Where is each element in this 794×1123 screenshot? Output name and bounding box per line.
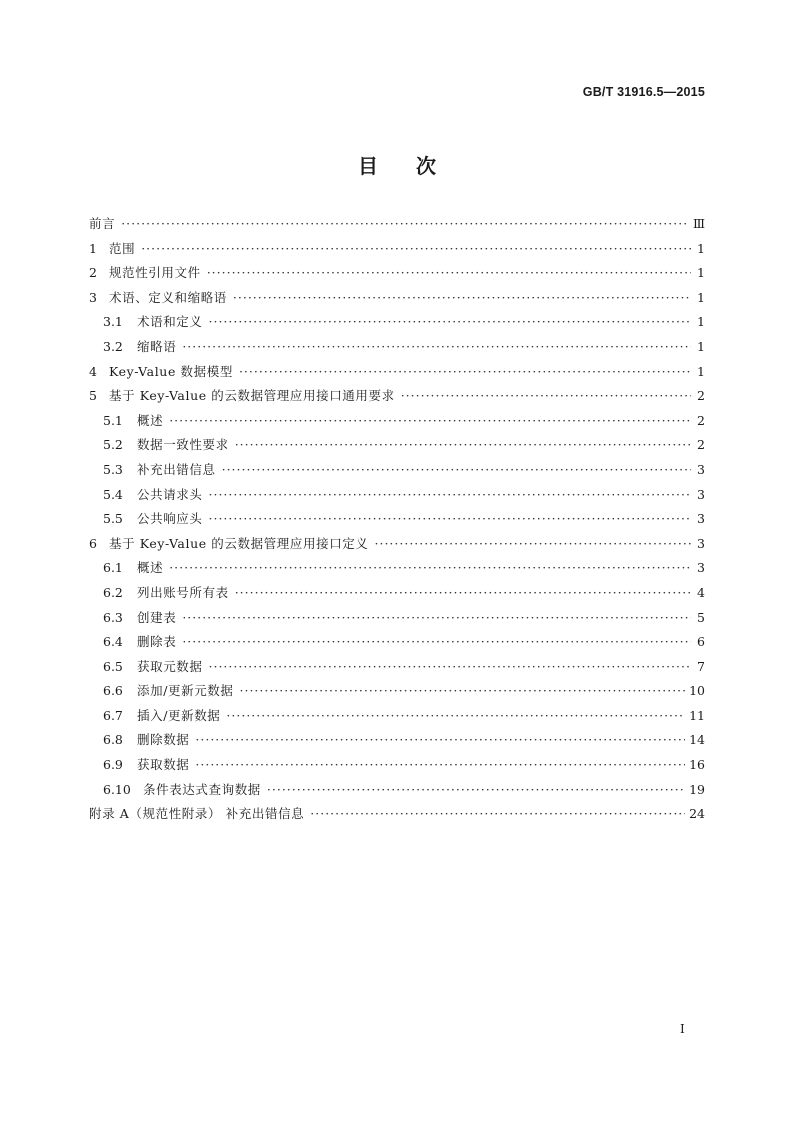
toc-entry[interactable] xyxy=(89,534,705,559)
toc-entry[interactable] xyxy=(89,681,705,706)
dot-leader xyxy=(233,290,691,305)
toc-page: 4 xyxy=(697,584,705,600)
toc-entry[interactable] xyxy=(89,730,705,755)
dot-leader xyxy=(195,732,685,747)
toc-label: 插入/更新数据 xyxy=(137,707,221,723)
toc-label: 规范性引用文件 xyxy=(109,265,201,281)
toc-entry[interactable] xyxy=(89,411,705,436)
toc-number: 6.9 xyxy=(103,757,123,773)
toc-label: 缩略语 xyxy=(137,338,177,354)
toc-label: 获取数据 xyxy=(137,757,190,773)
dot-leader xyxy=(209,487,691,502)
toc-label: 术语和定义 xyxy=(137,314,203,330)
toc-number: 5.5 xyxy=(103,511,123,527)
toc-label: 列出账号所有表 xyxy=(137,584,229,600)
toc-number: 6 xyxy=(89,535,97,551)
toc-label: 添加/更新元数据 xyxy=(137,683,234,699)
dot-leader xyxy=(375,536,691,551)
toc-label: 公共请求头 xyxy=(137,486,203,502)
toc-number: 6.1 xyxy=(103,560,123,576)
toc-number: 5.4 xyxy=(103,486,123,502)
toc-entry[interactable] xyxy=(89,804,705,829)
toc-label: 概述 xyxy=(137,560,164,576)
dot-leader xyxy=(121,216,689,231)
dot-leader xyxy=(209,314,691,329)
toc-page: 3 xyxy=(697,560,705,576)
toc-entry[interactable] xyxy=(89,435,705,460)
toc-label: 公共响应头 xyxy=(137,511,203,527)
toc-number: 6.5 xyxy=(103,658,123,674)
dot-leader xyxy=(169,413,691,428)
dot-leader xyxy=(195,757,685,772)
toc-page: 5 xyxy=(697,609,705,625)
toc-number: 1 xyxy=(89,240,97,256)
dot-leader xyxy=(209,659,691,674)
toc-number: 5.3 xyxy=(103,461,123,477)
toc-page: Ⅲ xyxy=(692,216,705,231)
toc-page: 1 xyxy=(697,265,705,281)
toc-entry[interactable] xyxy=(89,386,705,411)
toc-entry[interactable] xyxy=(89,558,705,583)
toc-page: 16 xyxy=(689,757,705,773)
toc-label: 补充出错信息 xyxy=(137,461,216,477)
page-number: I xyxy=(680,1022,685,1036)
toc-label: 术语、定义和缩略语 xyxy=(109,289,227,305)
toc-label: 附录 A（规范性附录） 补充出错信息 xyxy=(89,806,305,822)
toc-label: 概述 xyxy=(137,412,164,428)
toc-entry[interactable] xyxy=(89,485,705,510)
toc-entry[interactable] xyxy=(89,755,705,780)
toc-page: 3 xyxy=(697,511,705,527)
toc-entry[interactable] xyxy=(89,337,705,362)
dot-leader xyxy=(209,511,691,526)
toc-number: 4 xyxy=(89,363,97,379)
dot-leader xyxy=(182,634,691,649)
toc-label: 基于 Key-Value 的云数据管理应用接口定义 xyxy=(109,535,369,551)
toc-label: 获取元数据 xyxy=(137,658,203,674)
dot-leader xyxy=(310,806,685,821)
toc-label: 范围 xyxy=(109,240,136,256)
dot-leader xyxy=(207,265,691,280)
toc-entry[interactable] xyxy=(89,632,705,657)
toc-number: 5 xyxy=(89,388,97,404)
toc-number: 5.1 xyxy=(103,412,123,428)
toc-entry[interactable] xyxy=(89,214,705,239)
toc-label: 前言 xyxy=(89,216,116,231)
toc-page: 7 xyxy=(697,658,705,674)
toc-page: 3 xyxy=(697,461,705,477)
dot-leader xyxy=(235,437,691,452)
title-part2: 次 xyxy=(416,154,436,178)
toc-entry[interactable] xyxy=(89,583,705,608)
toc-number: 6.4 xyxy=(103,634,123,650)
toc-entry[interactable] xyxy=(89,239,705,264)
dot-leader xyxy=(239,364,691,379)
toc-number: 6.3 xyxy=(103,609,123,625)
toc-entry[interactable] xyxy=(89,608,705,633)
dot-leader xyxy=(240,683,686,698)
dot-leader xyxy=(182,610,691,625)
toc-page: 2 xyxy=(697,437,705,453)
toc-entry[interactable] xyxy=(89,288,705,313)
toc-label: 数据一致性要求 xyxy=(137,437,229,453)
toc-number: 5.2 xyxy=(103,437,123,453)
standard-code: GB/T 31916.5—2015 xyxy=(582,85,705,99)
toc-page: 2 xyxy=(697,412,705,428)
dot-leader xyxy=(222,462,691,477)
dot-leader xyxy=(401,388,691,403)
toc-entry[interactable] xyxy=(89,263,705,288)
toc-page: 24 xyxy=(689,806,705,822)
toc-entry[interactable] xyxy=(89,706,705,731)
toc-label: Key-Value 数据模型 xyxy=(109,363,233,379)
dot-leader xyxy=(141,241,691,256)
toc-number: 3.1 xyxy=(103,314,123,330)
dot-leader xyxy=(235,585,691,600)
toc-page: 1 xyxy=(697,338,705,354)
toc-label: 创建表 xyxy=(137,609,177,625)
toc-page: 10 xyxy=(689,683,705,699)
toc-entry[interactable] xyxy=(89,657,705,682)
dot-leader xyxy=(169,560,691,575)
toc-page: 1 xyxy=(697,363,705,379)
table-of-contents xyxy=(89,214,705,829)
toc-entry[interactable] xyxy=(89,362,705,387)
toc-page: 2 xyxy=(697,388,705,404)
toc-label: 条件表达式查询数据 xyxy=(143,781,261,797)
toc-number: 3.2 xyxy=(103,338,123,354)
dot-leader xyxy=(182,339,691,354)
toc-number: 6.2 xyxy=(103,584,123,600)
toc-page: 14 xyxy=(689,732,705,748)
dot-leader xyxy=(267,782,685,797)
toc-page: 1 xyxy=(697,289,705,305)
toc-page: 19 xyxy=(689,781,705,797)
toc-entry[interactable] xyxy=(89,312,705,337)
toc-number: 6.7 xyxy=(103,707,123,723)
toc-page: 3 xyxy=(697,535,705,551)
toc-page: 3 xyxy=(697,486,705,502)
page-title xyxy=(0,150,794,179)
toc-number: 2 xyxy=(89,265,97,281)
toc-number: 6.10 xyxy=(103,781,131,797)
toc-page: 1 xyxy=(697,314,705,330)
toc-page: 11 xyxy=(689,707,705,723)
toc-page: 6 xyxy=(697,634,705,650)
toc-entry[interactable] xyxy=(89,509,705,534)
toc-number: 6.6 xyxy=(103,683,123,699)
dot-leader xyxy=(226,708,685,723)
toc-label: 删除数据 xyxy=(137,732,190,748)
toc-number: 3 xyxy=(89,289,97,305)
toc-entry[interactable] xyxy=(89,460,705,485)
toc-entry[interactable] xyxy=(89,780,705,805)
toc-page: 1 xyxy=(697,240,705,256)
toc-number: 6.8 xyxy=(103,732,123,748)
title-part1: 目 xyxy=(358,154,378,178)
toc-label: 删除表 xyxy=(137,634,177,650)
toc-label: 基于 Key-Value 的云数据管理应用接口通用要求 xyxy=(109,388,395,404)
